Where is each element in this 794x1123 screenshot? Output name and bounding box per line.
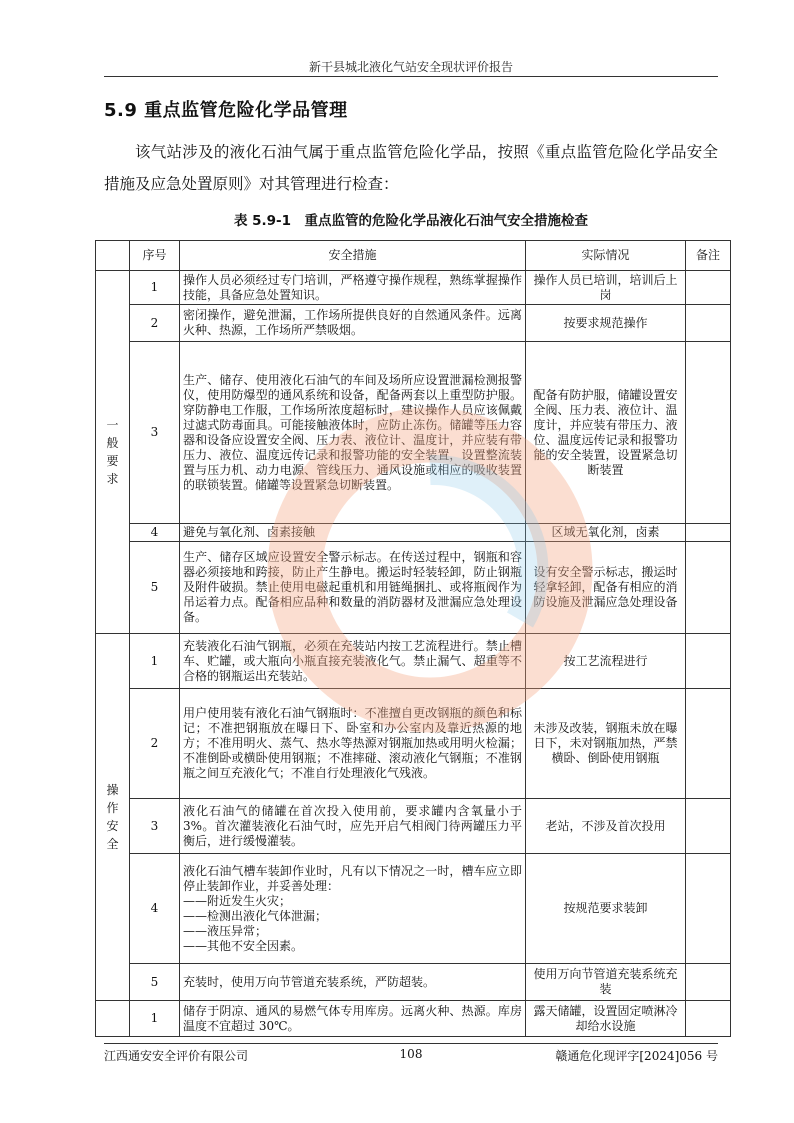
row-actual: 按规范要求装卸 <box>526 854 686 964</box>
row-no: 1 <box>130 1001 180 1037</box>
row-remark <box>686 542 731 634</box>
header-actual: 实际情况 <box>526 241 686 271</box>
table-header-row <box>96 241 731 271</box>
row-remark <box>686 305 731 342</box>
row-actual: 露天储罐，设置固定喷淋冷却给水设施 <box>526 1001 686 1037</box>
table-row <box>96 1001 731 1037</box>
row-no: 2 <box>130 689 180 799</box>
row-measure: 操作人员必须经过专门培训，严格遵守操作规程，熟练掌握操作技能，具备应急处置知识。 <box>180 271 526 305</box>
row-measure: 充装时，使用万向节管道充装系统，严防超装。 <box>180 964 526 1001</box>
category-storage <box>96 1001 130 1037</box>
row-no: 1 <box>130 634 180 689</box>
header-category <box>96 241 130 271</box>
row-remark <box>686 799 731 854</box>
row-no: 3 <box>130 342 180 524</box>
footer-company: 江西通安安全评价有限公司 <box>104 1049 249 1063</box>
table-caption: 表 5.9-1 重点监管的危险化学品液化石油气安全措施检查 <box>233 213 589 229</box>
row-remark <box>686 1001 731 1037</box>
header-measure: 安全措施 <box>180 241 526 271</box>
table-row <box>96 305 731 342</box>
row-remark <box>686 524 731 542</box>
page-number: 108 <box>399 1047 423 1061</box>
table-row <box>96 342 731 524</box>
row-actual: 按要求规范操作 <box>526 305 686 342</box>
row-no: 4 <box>130 854 180 964</box>
row-measure: 密闭操作，避免泄漏，工作场所提供良好的自然通风条件。远离火种、热源，工作场所严禁吸烟。 <box>180 305 526 342</box>
row-no: 3 <box>130 799 180 854</box>
table-row <box>96 964 731 1001</box>
row-remark <box>686 689 731 799</box>
page-header: 新干县城北液化气站安全现状评价报告 <box>308 60 513 74</box>
header-remark: 备注 <box>686 241 731 271</box>
table-row <box>96 799 731 854</box>
row-measure: 生产、储存区域应设置安全警示标志。在传送过程中，钢瓶和容器必须接地和跨接，防止产生静电。搬运时轻装轻卸，防止钢瓶及附件破损。禁止使用电磁起重机和用链绳捆扎、或将瓶阀作为吊运着力点。配备相应品种和数量的消防器材及泄漏应急处理设备。 <box>180 542 526 634</box>
row-measure: 避免与氧化剂、卤素接触 <box>180 524 526 542</box>
row-remark <box>686 854 731 964</box>
row-no: 4 <box>130 524 180 542</box>
row-remark <box>686 964 731 1001</box>
section-title: 5.9 重点监管危险化学品管理 <box>104 100 348 121</box>
table-row <box>96 689 731 799</box>
row-measure: 生产、储存、使用液化石油气的车间及场所应设置泄漏检测报警仪，使用防爆型的通风系统和设备，配备两套以上重型防护服。穿防静电工作服，工作场所浓度超标时，建议操作人员应该佩戴过滤式防毒面具。可能接触液体时，应防止冻伤。储罐等压力容器和设备应设置安全阀、压力表、液位计、温度计，并应装有带压力、液位、温度远传记录和报警功能的安全装置，设置整流装置与压力机、动力电源、管线压力、通风设施或相应的吸收装置的联锁装置。储罐等设置紧急切断装置。 <box>180 342 526 524</box>
row-remark <box>686 271 731 305</box>
row-actual: 老站，不涉及首次投用 <box>526 799 686 854</box>
header-rule <box>104 76 718 77</box>
row-actual: 操作人员已培训，培训后上岗 <box>526 271 686 305</box>
row-actual: 按工艺流程进行 <box>526 634 686 689</box>
row-actual: 使用万向节管道充装系统充装 <box>526 964 686 1001</box>
row-measure: 储存于阴凉、通风的易燃气体专用库房。远离火种、热源。库房温度不宜超过 30℃。 <box>180 1001 526 1037</box>
row-remark <box>686 634 731 689</box>
row-measure: 液化石油气的储罐在首次投入使用前，要求罐内含氧量小于 3%。首次灌装液化石油气时，应先开启气相阀门待两罐压力平衡后，进行缓慢灌装。 <box>180 799 526 854</box>
category-operation: 操 作 安 全 <box>96 634 130 1001</box>
row-no: 1 <box>130 271 180 305</box>
table-row <box>96 271 731 305</box>
row-actual: 配备有防护服，储罐设置安全阀、压力表、液位计、温度计，并应装有带压力、液位、温度远传记录和报警功能的安全装置，设置紧急切断装置 <box>526 342 686 524</box>
table-row <box>96 524 731 542</box>
row-actual: 未涉及改装，钢瓶未放在曝日下，未对钢瓶加热，严禁横卧、倒卧使用钢瓶 <box>526 689 686 799</box>
table-row <box>96 542 731 634</box>
table-row <box>96 634 731 689</box>
footer-report-no: 赣通危化现评字[2024]056 号 <box>555 1049 718 1063</box>
row-measure: 充装液化石油气钢瓶，必须在充装站内按工艺流程进行。禁止槽车、贮罐，或大瓶向小瓶直接充装液化气。禁止漏气、超重等不合格的钢瓶运出充装站。 <box>180 634 526 689</box>
row-remark <box>686 342 731 524</box>
row-measure: 用户使用装有液化石油气钢瓶时：不准擅自更改钢瓶的颜色和标记；不准把钢瓶放在曝日下、卧室和办公室内及靠近热源的地方；不准用明火、蒸气、热水等热源对钢瓶加热或用明火检漏；不准倒卧或横卧使用钢瓶；不准摔碰、滚动液化气钢瓶；不准钢瓶之间互充液化气；不准自行处理液化气残液。 <box>180 689 526 799</box>
safety-measures-table <box>95 240 731 1037</box>
row-measure: 液化石油气槽车装卸作业时，凡有以下情况之一时，槽车应立即停止装卸作业，并妥善处理： ——附近发生火灾； ——检测出液化气体泄漏； ——液压异常； ——其他不安全因素。 <box>180 854 526 964</box>
row-actual: 设有安全警示标志，搬运时轻拿轻卸，配备有相应的消防设施及泄漏应急处理设备 <box>526 542 686 634</box>
header-no: 序号 <box>130 241 180 271</box>
category-general: 一 般 要 求 <box>96 271 130 634</box>
table-row <box>96 854 731 964</box>
row-no: 2 <box>130 305 180 342</box>
row-no: 5 <box>130 542 180 634</box>
intro-paragraph: 该气站涉及的液化石油气属于重点监管危险化学品，按照《重点监管危险化学品安全措施及应急处置原则》对其管理进行检查： <box>104 143 718 193</box>
row-actual: 区域无氧化剂，卤素 <box>526 524 686 542</box>
row-no: 5 <box>130 964 180 1001</box>
footer-rule <box>104 1043 718 1044</box>
